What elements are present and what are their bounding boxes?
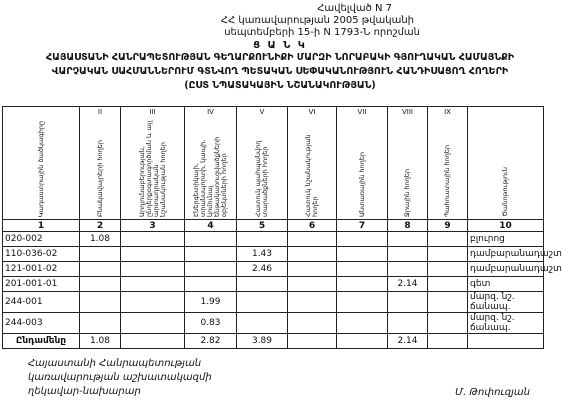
- area-cell: [121, 247, 185, 262]
- header-industrial-land: [121, 117, 185, 220]
- column-number: 3: [121, 220, 185, 232]
- roman-cell: [3, 107, 80, 118]
- table-row: [3, 292, 544, 313]
- area-cell: [237, 277, 288, 292]
- title-line-1: ՀԱՅԱՍՏԱՆԻ ՀԱՆՐԱՊԵՏՈՒԹՅԱՆ ԳԵՂԱՐՔՈՒՆԻՔԻ ՄԱՐԶԻ ՆՈՐԱԲԱԿԻ ԳՅՈՒՂԱԿԱՆ ՀԱՄԱՅՆՔԻ: [45, 52, 515, 63]
- area-cell: [185, 232, 237, 247]
- column-header-row: [3, 117, 544, 220]
- total-label: Ընդամենը: [3, 334, 80, 349]
- column-number: 6: [288, 220, 337, 232]
- annex-number: Հավելված N 7: [317, 3, 392, 14]
- header-reserve-land: [428, 117, 468, 220]
- roman-cell: IV: [185, 107, 237, 118]
- table-row: [3, 313, 544, 334]
- area-cell: 2.14: [388, 277, 428, 292]
- total-cell: [468, 334, 544, 349]
- area-cell: [428, 277, 468, 292]
- cadastral-code-cell: 201-001-01: [3, 277, 80, 292]
- signer-title-1: Հայաստանի Հանրապետության: [28, 358, 202, 369]
- area-cell: [237, 232, 288, 247]
- area-cell: [288, 232, 337, 247]
- header-water-land: [388, 117, 428, 220]
- column-number: 1: [3, 220, 80, 232]
- header-label: Ծանոթություն: [501, 167, 509, 217]
- signer-title-2: կառավարության աշխատակազմի: [28, 372, 212, 383]
- area-cell: [185, 262, 237, 277]
- cadastral-code-cell: 020-002: [3, 232, 80, 247]
- area-cell: 0.83: [185, 313, 237, 334]
- area-cell: [428, 232, 468, 247]
- column-number: 2: [80, 220, 121, 232]
- cadastral-code-cell: 110-036-02: [3, 247, 80, 262]
- header-label: Հատուկ նշանակության հողեր: [304, 134, 319, 217]
- area-cell: [337, 313, 388, 334]
- area-cell: 2.46: [237, 262, 288, 277]
- column-number: 8: [388, 220, 428, 232]
- title-line-2: ՎԱՐՉԱԿԱՆ ՍԱՀՄԱՆՆԵՐՈՒՄ ԳՏՆՎՈՂ ՊԵՏԱԿԱՆ ՍԵՓԱԿԱՆՈՒԹՅՈՒՆ ՀԱՆԴԻՍԱՑՈՂ ՀՈՂԵՐԻ: [51, 66, 509, 77]
- note-cell: դամբարանադաշտ: [468, 247, 544, 262]
- header-settlement-land: [80, 117, 121, 220]
- roman-cell: V: [237, 107, 288, 118]
- total-cell: 1.08: [80, 334, 121, 349]
- signer-name: Մ. Թոփուզյան: [455, 387, 530, 398]
- area-cell: 1.99: [185, 292, 237, 313]
- note-cell: մարզ. նշ. ճանապ.: [468, 313, 544, 334]
- roman-cell: VII: [337, 107, 388, 118]
- roman-header-row: [3, 107, 544, 118]
- area-cell: [428, 292, 468, 313]
- total-cell: 2.14: [388, 334, 428, 349]
- area-cell: [337, 262, 388, 277]
- table-row: [3, 277, 544, 292]
- total-cell: [121, 334, 185, 349]
- area-cell: [237, 313, 288, 334]
- area-cell: [121, 292, 185, 313]
- annex-decision: սեպտեմբերի 15-ի N 1793-Ն որոշման: [224, 27, 420, 38]
- header-cadastral-code: [3, 117, 80, 220]
- area-cell: [80, 247, 121, 262]
- area-cell: [288, 277, 337, 292]
- header-note: [468, 117, 544, 220]
- column-number: 9: [428, 220, 468, 232]
- table-body: [3, 232, 562, 334]
- signer-title-3: ղեկավար-նախարար: [28, 386, 141, 397]
- land-table: [2, 106, 562, 349]
- area-cell: [337, 277, 388, 292]
- total-cell: 2.82: [185, 334, 237, 349]
- header-label: Հատուկ պահպանվող տարածքների հողեր: [254, 140, 269, 217]
- area-cell: [237, 292, 288, 313]
- area-cell: [428, 262, 468, 277]
- title-line-3: (ԸՍՏ ՆՊԱՏԱԿԱՅԻՆ ՆՇԱՆԱԿՈՒԹՅԱՆ): [184, 80, 376, 91]
- cadastral-code-cell: 244-003: [3, 313, 80, 334]
- area-cell: [388, 313, 428, 334]
- area-cell: [388, 232, 428, 247]
- area-cell: [121, 313, 185, 334]
- note-cell: բլուրոց: [468, 232, 544, 247]
- cadastral-code-cell: 244-001: [3, 292, 80, 313]
- roman-cell: [468, 107, 544, 118]
- area-cell: [288, 247, 337, 262]
- table-row: [3, 262, 544, 277]
- area-cell: [337, 247, 388, 262]
- area-cell: [80, 262, 121, 277]
- table-row: [3, 247, 544, 262]
- header-label: Անտառային հողեր: [357, 152, 366, 217]
- area-cell: [428, 313, 468, 334]
- column-number: 7: [337, 220, 388, 232]
- area-cell: [80, 292, 121, 313]
- area-cell: [288, 262, 337, 277]
- total-cell: [337, 334, 388, 349]
- area-cell: [288, 313, 337, 334]
- area-cell: [80, 277, 121, 292]
- roman-cell: IX: [428, 107, 468, 118]
- area-cell: [388, 247, 428, 262]
- table-row: [3, 232, 544, 247]
- document-title: Ց Ա Ն Կ: [253, 40, 307, 51]
- total-cell: [428, 334, 468, 349]
- column-number: 10: [468, 220, 544, 232]
- column-number-row: [3, 220, 544, 232]
- note-cell: մարզ. նշ. ճանապ.: [468, 292, 544, 313]
- roman-cell: VI: [288, 107, 337, 118]
- header-infrastructure-land: [185, 117, 237, 220]
- header-special-land: [288, 117, 337, 220]
- header-label: Պահուստային հողեր: [443, 144, 451, 217]
- area-cell: [337, 292, 388, 313]
- total-cell: [288, 334, 337, 349]
- header-protected-land: [237, 117, 288, 220]
- note-cell: գետ: [468, 277, 544, 292]
- header-forest-land: [337, 117, 388, 220]
- column-number: 4: [185, 220, 237, 232]
- header-label: Ջրային հողեր: [403, 168, 411, 217]
- roman-cell: II: [80, 107, 121, 118]
- area-cell: [121, 277, 185, 292]
- roman-cell: III: [121, 107, 185, 118]
- header-label: Էներգետիկայի, տրանսպորտի, կապի, կոմունալ ենթակառուցվածքների օբյեկտների հողեր: [192, 136, 228, 217]
- header-label: Արդյունաբերության, ընդերքօգտագործման և այլ արտադրական նշանակության հողեր: [137, 120, 167, 217]
- area-cell: [337, 232, 388, 247]
- area-cell: [185, 247, 237, 262]
- note-cell: դամբարանադաշտ: [468, 262, 544, 277]
- area-cell: [121, 262, 185, 277]
- area-cell: [388, 262, 428, 277]
- area-cell: [185, 277, 237, 292]
- header-label: Կադաստրային ծածկագիրը: [36, 120, 45, 217]
- roman-cell: VIII: [388, 107, 428, 118]
- area-cell: [80, 313, 121, 334]
- cadastral-code-cell: 121-001-02: [3, 262, 80, 277]
- total-row: [3, 334, 544, 349]
- area-cell: 1.43: [237, 247, 288, 262]
- area-cell: 1.08: [80, 232, 121, 247]
- header-label: Բնակավայրերի հողեր: [95, 139, 104, 217]
- area-cell: [388, 292, 428, 313]
- area-cell: [288, 292, 337, 313]
- annex-government: ՀՀ կառավարության 2005 թվականի: [220, 15, 414, 26]
- area-cell: [121, 232, 185, 247]
- column-number: 5: [237, 220, 288, 232]
- area-cell: [428, 247, 468, 262]
- total-cell: 3.89: [237, 334, 288, 349]
